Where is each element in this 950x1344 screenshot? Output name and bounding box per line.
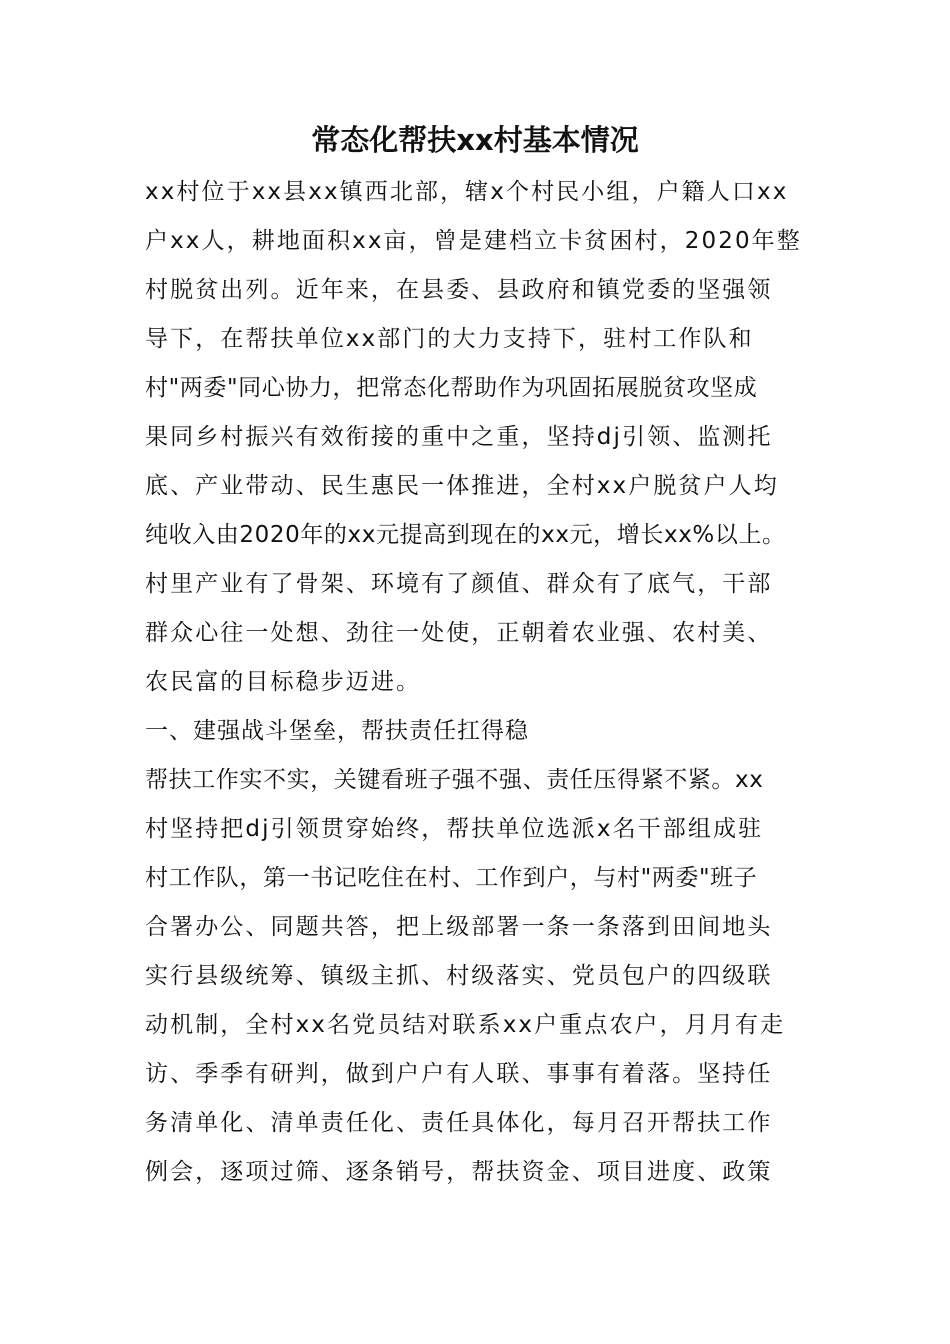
body-line: 访、季季有研判，做到户户有人联、事事有着落。坚持任 [145,1061,773,1087]
body-line: 村坚持把dj引领贯穿始终，帮扶单位选派x名干部组成驻 [145,816,764,842]
body-line: 村工作队，第一书记吃住在村、工作到户，与村"两委"班子 [145,865,758,891]
body-line: 村脱贫出列。近年来，在县委、县政府和镇党委的坚强领 [145,277,773,303]
body-line: 务清单化、清单责任化、责任具体化，每月召开帮扶工作 [145,1110,773,1136]
body-line: 实行县级统筹、镇级主抓、村级落实、党员包户的四级联 [145,963,773,989]
section-heading: 一、建强战斗堡垒，帮扶责任扛得稳 [145,718,529,744]
body-line: 导下，在帮扶单位xx部门的大力支持下，驻村工作队和 [145,326,754,352]
body-line: 动机制，全村xx名党员结对联系xx户重点农户，月月有走 [145,1012,786,1038]
body-line: 果同乡村振兴有效衔接的重中之重，坚持dj引领、监测托 [145,424,773,450]
body-line: 例会，逐项过筛、逐条销号，帮扶资金、项目进度、政策 [145,1159,773,1185]
document-title: 常态化帮扶xx村基本情况 [311,123,639,157]
body-line: 村"两委"同心协力，把常态化帮助作为巩固拓展脱贫攻坚成 [145,375,758,401]
body-line: 户xx人，耕地面积xx亩，曾是建档立卡贫困村，2020年整 [145,228,802,254]
body-line: 群众心往一处想、劲往一处使，正朝着农业强、农村美、 [145,620,773,646]
body-line: 底、产业带动、民生惠民一体推进，全村xx户脱贫户人均 [145,473,779,499]
body-line: 合署办公、同题共答，把上级部署一条一条落到田间地头 [145,914,773,940]
body-line: 帮扶工作实不实，关键看班子强不强、责任压得紧不紧。xx [145,767,764,793]
body-line: 纯收入由2020年的xx元提高到现在的xx元，增长xx%以上。 [145,522,786,548]
body-line: 村里产业有了骨架、环境有了颜值、群众有了底气，干部 [145,571,773,597]
document-body [145,168,845,1197]
body-line: 农民富的目标稳步迈进。 [145,669,422,695]
body-line: xx村位于xx县xx镇西北部，辖x个村民小组，户籍人口xx [145,179,789,205]
